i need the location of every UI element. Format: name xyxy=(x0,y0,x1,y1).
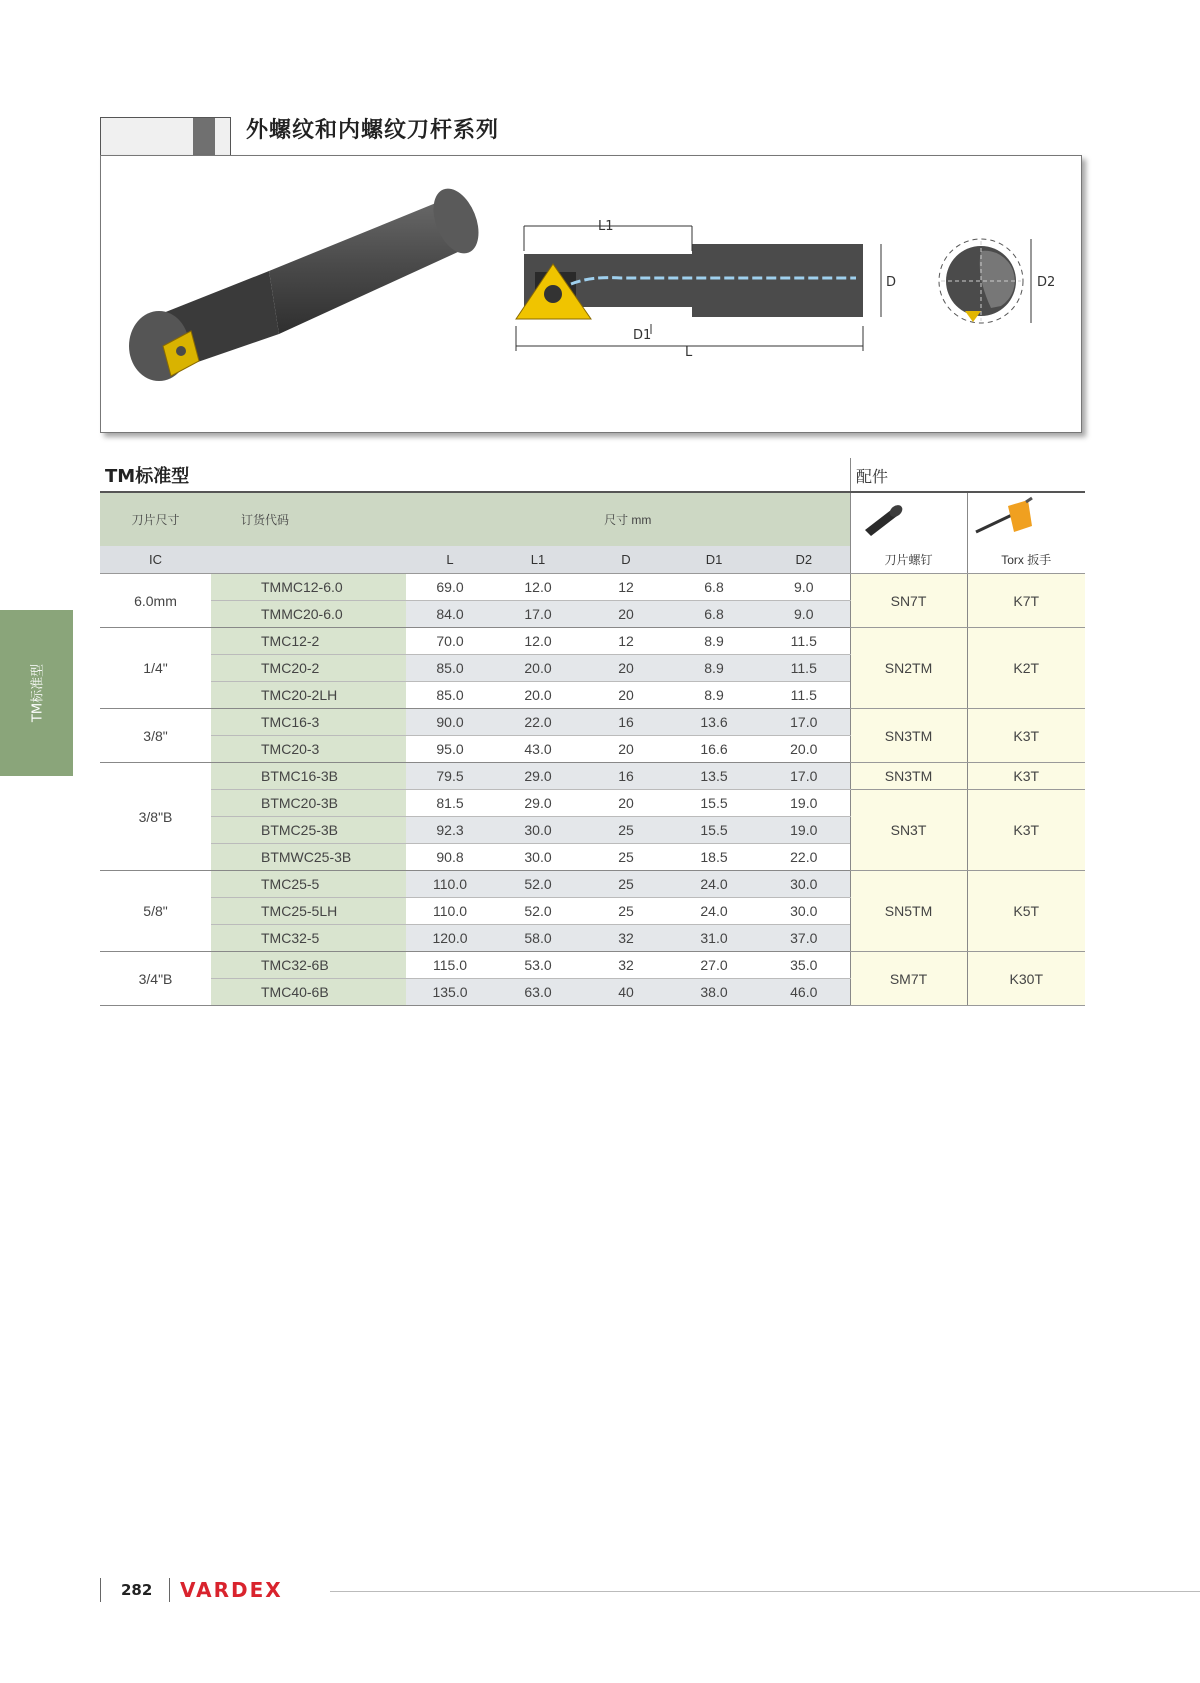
dim-d1-cell: 38.0 xyxy=(670,979,758,1006)
subheader-l: L xyxy=(406,546,494,574)
dim-d1-label: D1 xyxy=(633,328,652,343)
dim-d-cell: 20 xyxy=(582,736,670,763)
dim-l-cell: 84.0 xyxy=(406,601,494,628)
order-code-cell: TMC32-5 xyxy=(211,925,406,952)
dim-d2-cell: 35.0 xyxy=(758,952,850,979)
side-tab-label: TM标准型 xyxy=(30,663,46,723)
dim-d-cell: 32 xyxy=(582,925,670,952)
insert-screw-icon xyxy=(851,498,911,538)
dim-d-label: D xyxy=(886,275,897,290)
dim-l-cell: 110.0 xyxy=(406,871,494,898)
dim-l1-cell: 43.0 xyxy=(494,736,582,763)
dim-d2-cell: 11.5 xyxy=(758,628,850,655)
dim-d2-cell: 22.0 xyxy=(758,844,850,871)
screw-code-cell: SN3TM xyxy=(850,709,967,763)
dim-l-cell: 95.0 xyxy=(406,736,494,763)
dim-l-cell: 110.0 xyxy=(406,898,494,925)
dim-l1-cell: 17.0 xyxy=(494,601,582,628)
dim-d-cell: 16 xyxy=(582,763,670,790)
dim-l-label: L xyxy=(685,345,693,360)
subheader-ic: IC xyxy=(100,546,211,574)
footer-divider-left xyxy=(100,1578,101,1602)
dim-l-cell: 90.0 xyxy=(406,709,494,736)
dim-d2-cell: 11.5 xyxy=(758,655,850,682)
key-image-cell xyxy=(967,492,1085,546)
order-code-cell: BTMC25-3B xyxy=(211,817,406,844)
dim-d2-cell: 11.5 xyxy=(758,682,850,709)
accessories-title: 配件 xyxy=(856,467,889,486)
product-illustration xyxy=(100,155,1082,433)
toolholder-drawing xyxy=(101,156,1081,432)
ic-cell: 3/8" xyxy=(100,709,211,763)
brand-logo: VARDEX xyxy=(180,1578,283,1602)
order-code-cell: TMC12-2 xyxy=(211,628,406,655)
page-title: 外螺纹和内螺纹刀杆系列 xyxy=(246,118,500,143)
key-code-cell: K5T xyxy=(967,871,1085,952)
dim-d2-label: D2 xyxy=(1037,275,1056,290)
accessories-divider xyxy=(850,458,851,493)
table-row xyxy=(100,574,1085,601)
dim-l1-cell: 30.0 xyxy=(494,844,582,871)
dim-l-cell: 69.0 xyxy=(406,574,494,601)
dim-d1-cell: 31.0 xyxy=(670,925,758,952)
dim-l1-label: L1 xyxy=(598,219,614,234)
subheader-key: Torx 扳手 xyxy=(967,546,1085,574)
section-title: TM标准型 xyxy=(105,466,190,487)
dim-l1-cell: 29.0 xyxy=(494,763,582,790)
dim-l-cell: 85.0 xyxy=(406,682,494,709)
dim-d-cell: 25 xyxy=(582,871,670,898)
footer-divider-right xyxy=(169,1578,170,1602)
table-row xyxy=(100,871,1085,898)
dim-d2-cell: 20.0 xyxy=(758,736,850,763)
dim-l1-cell: 20.0 xyxy=(494,655,582,682)
order-code-cell: TMC32-6B xyxy=(211,952,406,979)
dim-d2-cell: 9.0 xyxy=(758,601,850,628)
dim-l1-cell: 12.0 xyxy=(494,628,582,655)
dim-l1-cell: 29.0 xyxy=(494,790,582,817)
dim-l-cell: 92.3 xyxy=(406,817,494,844)
ic-cell: 5/8" xyxy=(100,871,211,952)
dim-d1-cell: 15.5 xyxy=(670,790,758,817)
toolholder-end-view xyxy=(939,239,1055,323)
table-row xyxy=(100,790,1085,817)
dim-l-cell: 120.0 xyxy=(406,925,494,952)
order-code-cell: TMC16-3 xyxy=(211,709,406,736)
dim-l-cell: 90.8 xyxy=(406,844,494,871)
subheader-d: D xyxy=(582,546,670,574)
dim-d-cell: 12 xyxy=(582,574,670,601)
dim-d1-cell: 8.9 xyxy=(670,655,758,682)
screw-code-cell: SN3TM xyxy=(850,763,967,790)
dim-d1-cell: 27.0 xyxy=(670,952,758,979)
dim-d-cell: 20 xyxy=(582,790,670,817)
dim-d1-cell: 18.5 xyxy=(670,844,758,871)
ic-cell: 1/4" xyxy=(100,628,211,709)
order-code-cell: TMC20-3 xyxy=(211,736,406,763)
dim-l1-cell: 20.0 xyxy=(494,682,582,709)
dim-d-cell: 12 xyxy=(582,628,670,655)
toolholder-side-view xyxy=(516,219,896,360)
header-dimensions: 尺寸 mm xyxy=(406,492,850,546)
header-order-code: 订货代码 xyxy=(211,492,406,546)
dim-l1-cell: 52.0 xyxy=(494,871,582,898)
dim-d1-cell: 24.0 xyxy=(670,871,758,898)
dim-l-cell: 135.0 xyxy=(406,979,494,1006)
table-row xyxy=(100,763,1085,790)
table-row xyxy=(100,628,1085,655)
dim-l-cell: 79.5 xyxy=(406,763,494,790)
dim-d2-cell: 30.0 xyxy=(758,871,850,898)
side-tab xyxy=(0,610,73,776)
order-code-cell: BTMWC25-3B xyxy=(211,844,406,871)
dim-l1-cell: 52.0 xyxy=(494,898,582,925)
dim-l1-cell: 53.0 xyxy=(494,952,582,979)
key-code-cell: K30T xyxy=(967,952,1085,1006)
torx-key-icon xyxy=(968,496,1038,540)
dim-l1-cell: 12.0 xyxy=(494,574,582,601)
screw-code-cell: SN5TM xyxy=(850,871,967,952)
dim-l1-cell: 30.0 xyxy=(494,817,582,844)
dim-d1-cell: 6.8 xyxy=(670,601,758,628)
order-code-cell: TMC40-6B xyxy=(211,979,406,1006)
order-code-cell: TMC25-5 xyxy=(211,871,406,898)
dim-d2-cell: 46.0 xyxy=(758,979,850,1006)
dim-d2-cell: 30.0 xyxy=(758,898,850,925)
dim-l-cell: 85.0 xyxy=(406,655,494,682)
spec-table-body xyxy=(100,574,1085,1006)
screw-image-cell xyxy=(850,492,967,546)
dim-d-cell: 20 xyxy=(582,682,670,709)
order-code-cell: TMC25-5LH xyxy=(211,898,406,925)
order-code-cell: TMMC12-6.0 xyxy=(211,574,406,601)
subheader-d2: D2 xyxy=(758,546,850,574)
header-insert-size: 刀片尺寸 xyxy=(100,492,211,546)
ic-cell: 6.0mm xyxy=(100,574,211,628)
subheader-l1: L1 xyxy=(494,546,582,574)
dim-d1-cell: 16.6 xyxy=(670,736,758,763)
table-row xyxy=(100,709,1085,736)
dim-d-cell: 20 xyxy=(582,601,670,628)
dim-d1-cell: 13.6 xyxy=(670,709,758,736)
order-code-cell: BTMC20-3B xyxy=(211,790,406,817)
dim-l-cell: 115.0 xyxy=(406,952,494,979)
ic-cell: 3/4"B xyxy=(100,952,211,1006)
screw-code-cell: SN3T xyxy=(850,790,967,871)
dim-d1-cell: 8.9 xyxy=(670,682,758,709)
dim-d-cell: 40 xyxy=(582,979,670,1006)
dim-d1-cell: 8.9 xyxy=(670,628,758,655)
table-row xyxy=(100,952,1085,979)
subheader-screw: 刀片螺钉 xyxy=(850,546,967,574)
key-code-cell: K7T xyxy=(967,574,1085,628)
order-code-cell: TMC20-2 xyxy=(211,655,406,682)
page-number: 282 xyxy=(121,1581,153,1599)
order-code-cell: TMMC20-6.0 xyxy=(211,601,406,628)
dim-d2-cell: 9.0 xyxy=(758,574,850,601)
order-code-cell: BTMC16-3B xyxy=(211,763,406,790)
key-code-cell: K3T xyxy=(967,709,1085,763)
dim-d2-cell: 19.0 xyxy=(758,790,850,817)
dim-d1-cell: 24.0 xyxy=(670,898,758,925)
dim-d2-cell: 17.0 xyxy=(758,763,850,790)
ic-cell: 3/8"B xyxy=(100,763,211,871)
dim-d-cell: 25 xyxy=(582,844,670,871)
dim-d2-cell: 19.0 xyxy=(758,817,850,844)
key-code-cell: K2T xyxy=(967,628,1085,709)
order-code-cell: TMC20-2LH xyxy=(211,682,406,709)
dim-d2-cell: 17.0 xyxy=(758,709,850,736)
dim-d-cell: 16 xyxy=(582,709,670,736)
subheader-d1: D1 xyxy=(670,546,758,574)
dim-d2-cell: 37.0 xyxy=(758,925,850,952)
dim-l1-cell: 58.0 xyxy=(494,925,582,952)
screw-code-cell: SM7T xyxy=(850,952,967,1006)
subheader-code-blank xyxy=(211,546,406,574)
dim-d-cell: 25 xyxy=(582,898,670,925)
toolholder-3d-render xyxy=(129,182,487,381)
spec-table xyxy=(100,491,1085,1006)
footer-rule xyxy=(330,1591,1200,1592)
dim-d1-cell: 6.8 xyxy=(670,574,758,601)
dim-l1-cell: 63.0 xyxy=(494,979,582,1006)
key-code-cell: K3T xyxy=(967,763,1085,790)
dim-d1-cell: 13.5 xyxy=(670,763,758,790)
dim-d-cell: 32 xyxy=(582,952,670,979)
screw-code-cell: SN7T xyxy=(850,574,967,628)
key-code-cell: K3T xyxy=(967,790,1085,871)
dim-l-cell: 70.0 xyxy=(406,628,494,655)
dim-d1-cell: 15.5 xyxy=(670,817,758,844)
dim-l-cell: 81.5 xyxy=(406,790,494,817)
screw-code-cell: SN2TM xyxy=(850,628,967,709)
dim-d-cell: 20 xyxy=(582,655,670,682)
dim-l1-cell: 22.0 xyxy=(494,709,582,736)
dim-d-cell: 25 xyxy=(582,817,670,844)
